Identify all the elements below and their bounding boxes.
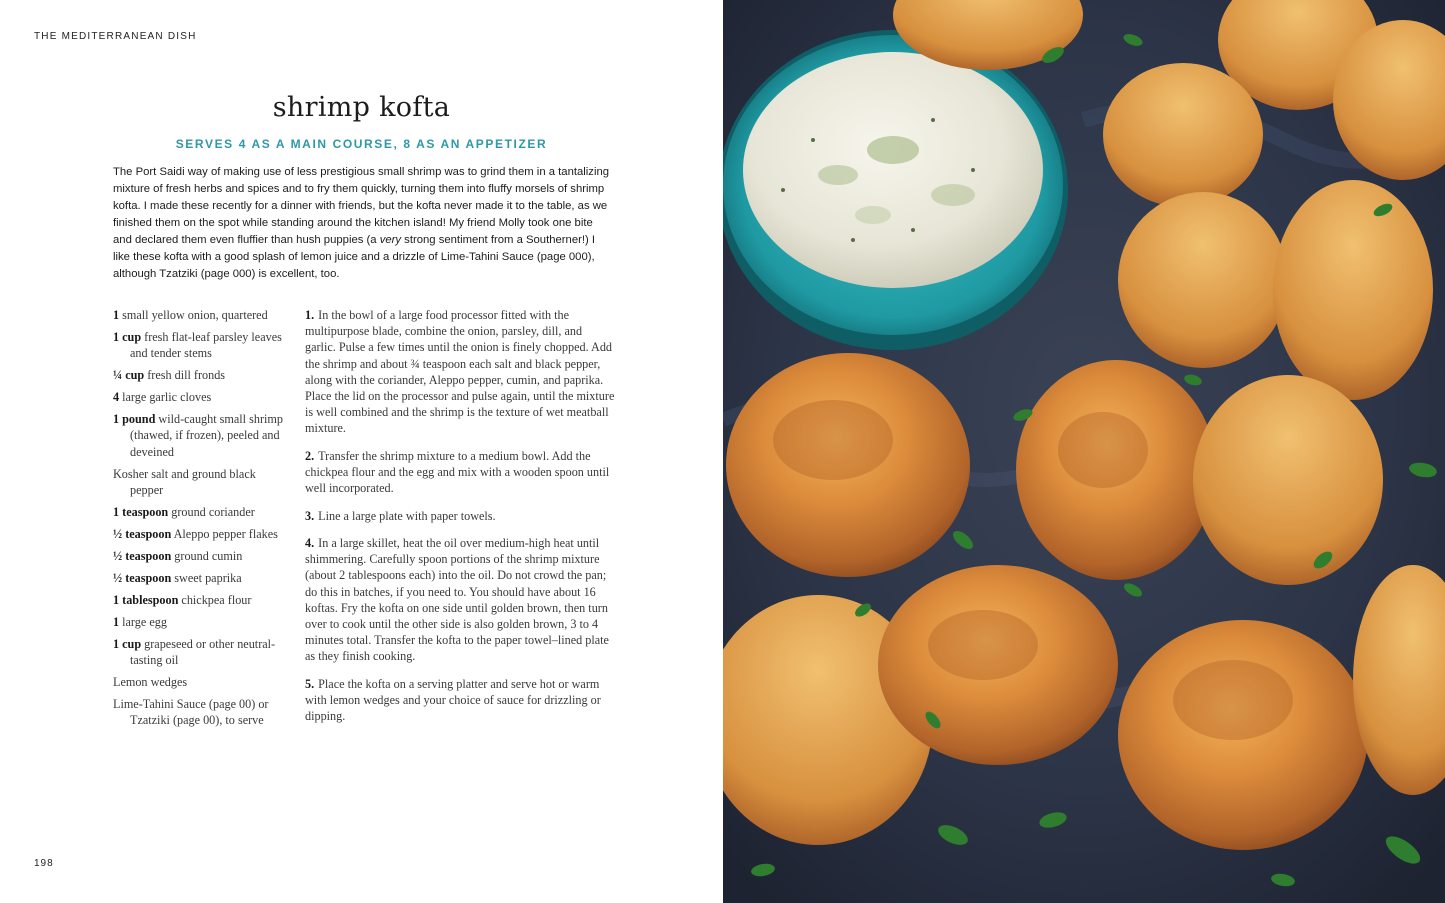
ingredient-text: sweet paprika [171,570,242,585]
ingredient-item [113,367,283,383]
method-step [305,307,615,437]
ingredient-text: ground cumin [171,548,243,563]
step-number: 3. [305,508,315,523]
ingredient-item [113,548,283,564]
ingredient-quantity: ¼ cup [113,368,145,383]
ingredient-text: Lemon wedges [113,675,188,690]
recipe-intro [113,164,613,283]
step-number: 4. [305,536,315,550]
method-step [305,535,615,665]
ingredient-quantity: 1 [113,308,120,322]
ingredient-quantity: 4 [113,390,120,405]
recipe-photo [723,0,1445,903]
intro-emphasis: very [379,234,402,246]
ingredient-quantity: 1 pound [113,412,156,427]
tzatziki-bowl [723,30,1068,350]
ingredient-quantity: 1 teaspoon [113,504,169,519]
ingredient-text: large garlic cloves [119,390,212,405]
kofta-photo-illustration [723,0,1445,903]
ingredient-list [113,307,283,734]
ingredient-text: fresh dill fronds [144,368,226,383]
ingredient-text: grapeseed or other neutral-tasting oil [130,636,276,668]
step-text: Transfer the shrimp mixture to a medium bowl. Add the chickpea flour and the egg and mix with a wooden spoon until well incorporated. [305,448,610,496]
running-head: THE MEDITERRANEAN DISH [34,31,197,42]
ingredient-quantity: 1 cup [113,330,142,344]
step-text: In a large skillet, heat the oil over medium-high heat until shimmering. Carefully spoon portions of the shrimp mixture (about 2 tablespoons each) into the oil. Do not crowd the pan; do this in batches, if you need to. You should have about 16 koftas. Fry the kofta on one side until golden brown, then turn over to cook until the other side is also golden brown, 3 to 4 minutes total. Transfer the kofta to the paper towel–lined plate as they finish cooking. [305,536,609,664]
ingredient-text: fresh flat-leaf parsley leaves and tender stems [130,330,282,361]
step-number: 2. [305,448,315,463]
ingredient-text: ground coriander [168,504,255,519]
ingredient-item [113,614,283,630]
ingredient-item [113,570,283,586]
ingredient-item [113,466,283,498]
step-text: In the bowl of a large food processor fitted with the multipurpose blade, combine the onion, parsley, dill, and garlic. Pulse a few times until the onion is finely chopped. Add the shrimp and about ¾ teaspoon each salt and black pepper, along with the coriander, Aleppo pepper, cumin, and paprika. Place the lid on the processor and pulse again, until the mixture is well combined and the shrimp is the texture of wet meatball mixture. [305,308,615,436]
ingredient-quantity: ½ teaspoon [113,570,172,585]
ingredient-quantity: 1 [113,614,120,629]
method-step [305,676,615,725]
ingredient-text: Aleppo pepper flakes [171,526,278,541]
step-number: 1. [305,308,315,322]
ingredient-item [113,389,283,405]
page-number: 198 [34,858,54,869]
ingredient-text: large egg [119,614,167,629]
step-text: Place the kofta on a serving platter and serve hot or warm with lemon wedges and your choice of sauce for drizzling or dipping. [305,676,601,724]
ingredient-item [113,592,283,608]
ingredient-item [113,329,283,361]
ingredient-item [113,526,283,542]
ingredient-item [113,504,283,520]
ingredient-item [113,636,283,668]
ingredient-item [113,307,283,323]
intro-text: The Port Saidi way of making use of less prestigious small shrimp was to grind them in a tantalizing mixture of fresh herbs and spices and to fry them quickly, turning them into fluffy morsels of shrimp kofta. I made these recently for a dinner with friends, but the kofta never made it to the table, as we finished them on the spot while standing around the kitchen island! My friend Molly took one bite and declared them even fluffier than hush puppies (a [113,166,610,246]
intro-text-end: strong sentiment from a Southerner!) I like these kofta with a good splash of lemon juice and a drizzle of Lime-Tahini Sauce (page 000), although Tzatziki (page 000) is excellent, too. [113,234,596,280]
ingredient-item [113,411,283,460]
recipe-title: shrimp kofta [272,92,451,123]
ingredient-text: wild-caught small shrimp (thawed, if frozen), peeled and deveined [130,412,283,459]
step-number: 5. [305,676,315,691]
method-step [305,448,615,497]
ingredient-text: Kosher salt and ground black pepper [113,466,256,497]
ingredient-quantity: ½ teaspoon [113,526,172,541]
step-text: Line a large plate with paper towels. [318,508,496,523]
ingredient-item [113,696,283,728]
ingredient-text: small yellow onion, quartered [119,308,268,322]
ingredient-item [113,674,283,690]
ingredient-quantity: ½ teaspoon [113,548,172,563]
ingredient-quantity: 1 cup [113,636,142,651]
ingredient-quantity: 1 tablespoon [113,592,179,607]
ingredient-text: Lime-Tahini Sauce (page 00) or Tzatziki (page 00), to serve [113,697,269,728]
method-steps [305,307,615,736]
ingredient-text: chickpea flour [178,592,252,607]
method-step [305,508,615,524]
serves-line: SERVES 4 AS A MAIN COURSE, 8 AS AN APPETIZER [175,137,548,151]
